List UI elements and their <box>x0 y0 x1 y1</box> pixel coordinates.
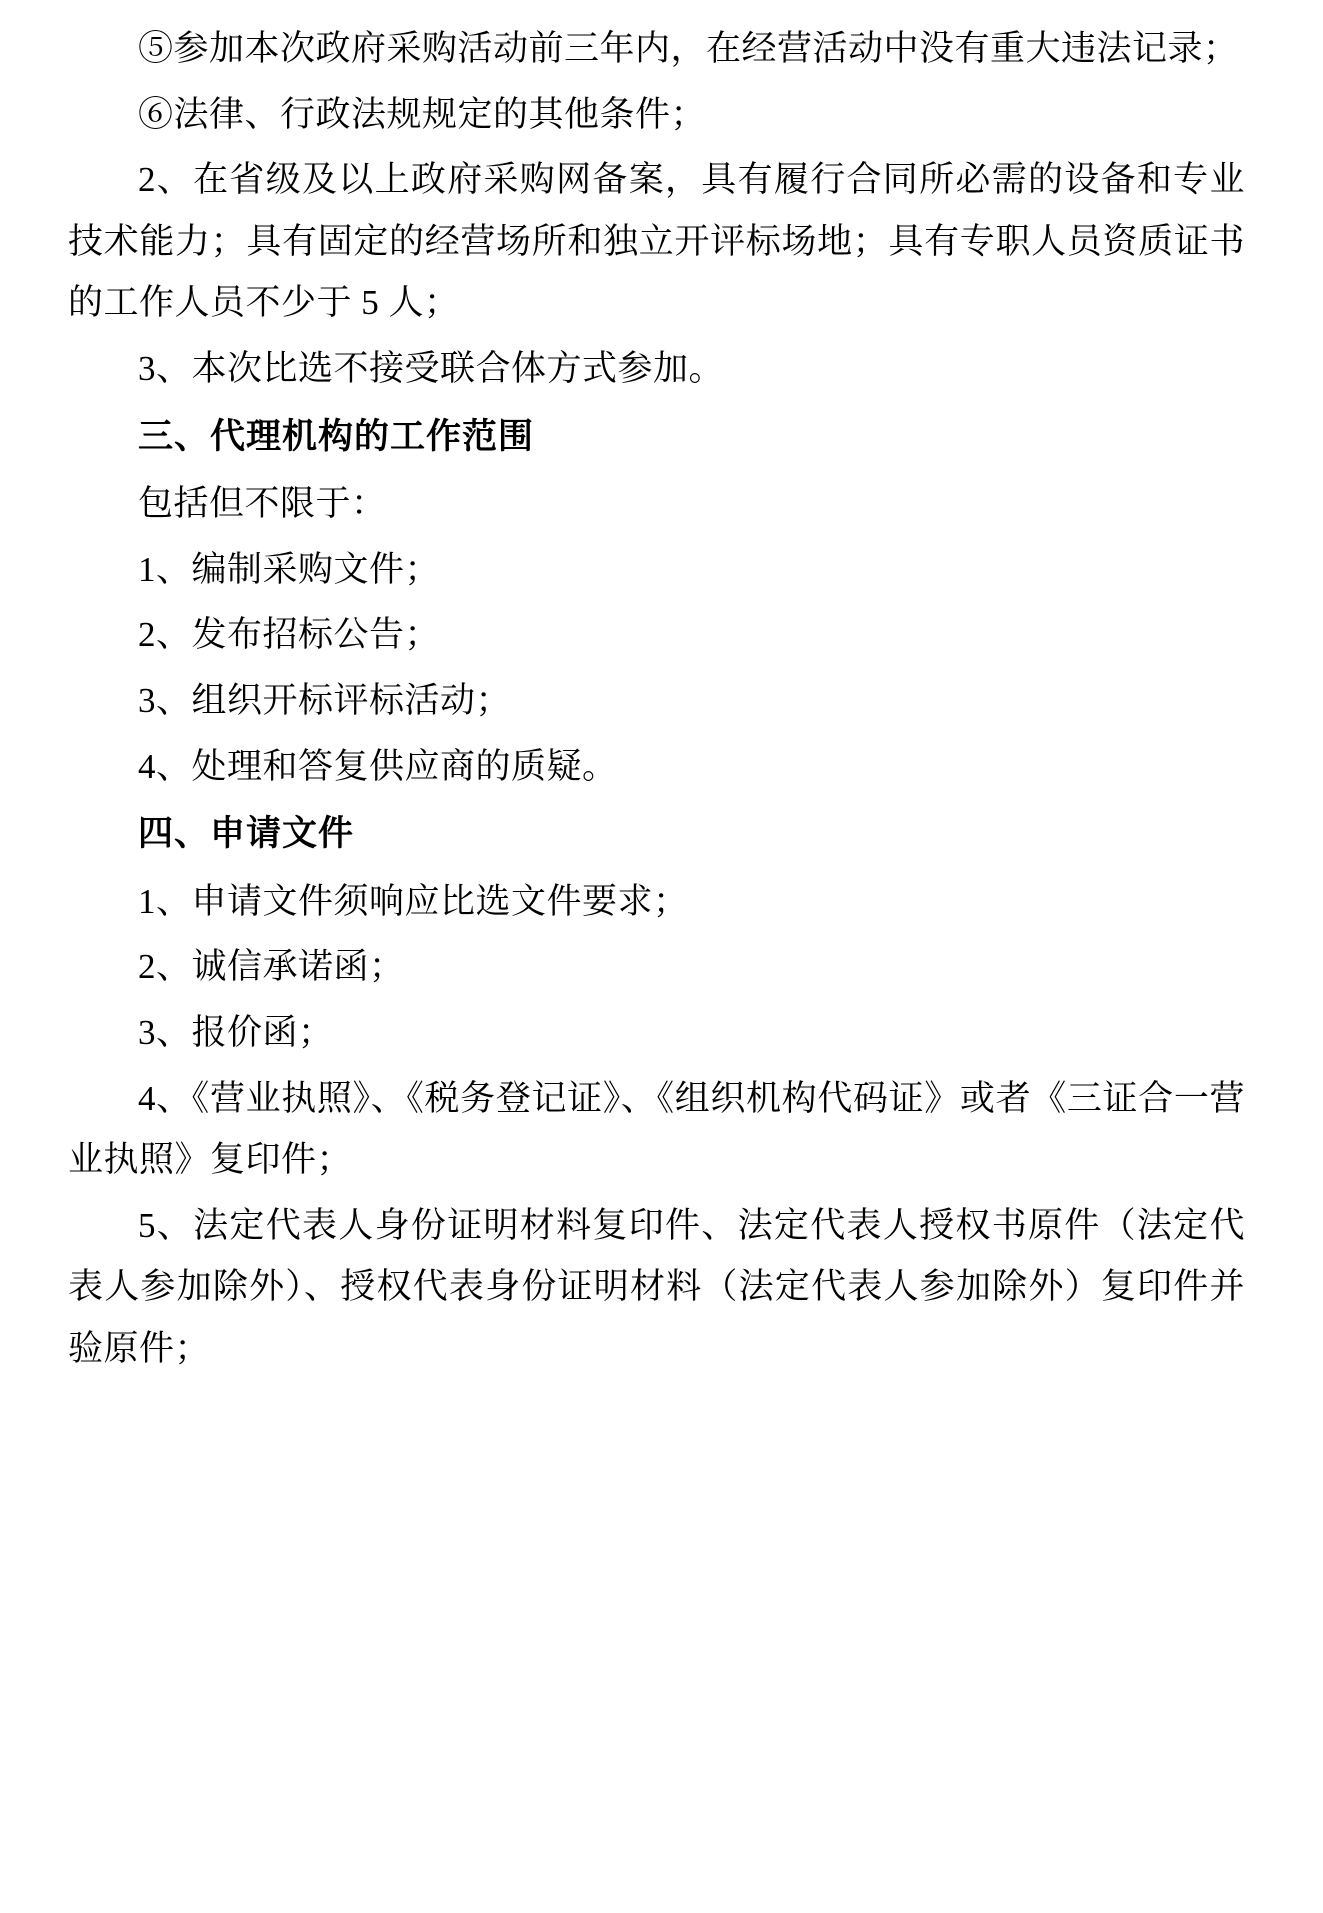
paragraph-scope-intro: 包括但不限于： <box>138 484 387 524</box>
paragraph-scope-2: 2、发布招标公告； <box>138 615 441 655</box>
paragraph-doc-1: 1、申请文件须响应比选文件要求； <box>138 881 689 921</box>
paragraph-scope-3: 3、组织开标评标活动； <box>138 680 512 720</box>
paragraph-item-6: ⑥法律、行政法规规定的其他条件； <box>138 94 707 134</box>
document-body <box>68 18 1245 1379</box>
paragraph-item-5: ⑤参加本次政府采购活动前三年内，在经营活动中没有重大违法记录； <box>138 29 1239 68</box>
paragraph-doc-3: 3、报价函； <box>138 1012 334 1052</box>
paragraph-doc-4: 4、《营业执照》、《税务登记证》、《组织机构代码证》或者《三证合一营业执照》复印件； <box>68 1078 1245 1180</box>
paragraph-item-3-consortium: 3、本次比选不接受联合体方式参加。 <box>138 348 725 388</box>
paragraph-scope-4: 4、处理和答复供应商的质疑。 <box>138 746 618 786</box>
section-heading-four: 四、申请文件 <box>138 814 355 854</box>
section-heading-three: 三、代理机构的工作范围 <box>138 416 535 456</box>
paragraph-item-2-filing: 2、在省级及以上政府采购网备案，具有履行合同所必需的设备和专业技术能力；具有固定的经营场所和独立开评标场地；具有专职人员资质证书的工作人员不少于 5 人； <box>68 160 1245 323</box>
paragraph-scope-1: 1、编制采购文件； <box>138 549 441 589</box>
paragraph-doc-5: 5、法定代表人身份证明材料复印件、法定代表人授权书原件（法定代表人参加除外）、授权代表身份证明材料（法定代表人参加除外）复印件并验原件； <box>68 1205 1245 1368</box>
paragraph-doc-2: 2、诚信承诺函； <box>138 947 405 987</box>
